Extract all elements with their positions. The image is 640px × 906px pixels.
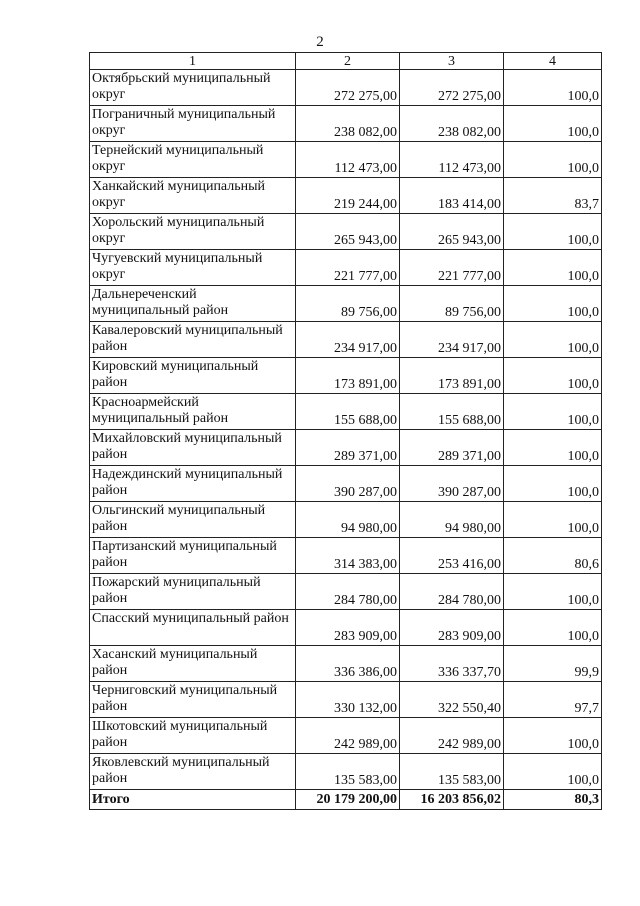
column-number-row [90,53,602,70]
table-row [90,430,602,466]
district-name-cell: Тернейский муниципальный округ [90,142,296,178]
district-name-cell: Надеждинский муниципальный район [90,466,296,502]
budget-table [89,52,602,810]
actual-amount-cell: 242 989,00 [400,718,504,754]
table-row [90,610,602,646]
table-body [90,70,602,810]
table-row [90,322,602,358]
actual-amount-cell: 112 473,00 [400,142,504,178]
table-row [90,754,602,790]
planned-amount-cell: 234 917,00 [296,322,400,358]
actual-amount-cell: 183 414,00 [400,178,504,214]
table-row [90,142,602,178]
planned-amount-cell: 283 909,00 [296,610,400,646]
percent-cell: 100,0 [504,250,602,286]
table-row [90,682,602,718]
table-row [90,178,602,214]
actual-amount-cell: 238 082,00 [400,106,504,142]
actual-amount-cell: 234 917,00 [400,322,504,358]
planned-amount-cell: 265 943,00 [296,214,400,250]
percent-cell: 100,0 [504,718,602,754]
district-name-cell: Черниговский муниципальный район [90,682,296,718]
percent-cell: 99,9 [504,646,602,682]
planned-amount-cell: 314 383,00 [296,538,400,574]
page-number: 2 [316,34,324,50]
actual-amount-cell: 221 777,00 [400,250,504,286]
actual-amount-cell: 283 909,00 [400,610,504,646]
table-row [90,466,602,502]
percent-cell: 100,0 [504,394,602,430]
percent-cell: 83,7 [504,178,602,214]
planned-amount-cell: 173 891,00 [296,358,400,394]
district-name-cell: Красноармейский муниципальный район [90,394,296,430]
actual-amount-cell: 289 371,00 [400,430,504,466]
district-name-cell: Ольгинский муниципальный район [90,502,296,538]
total-row [90,790,602,810]
percent-cell: 97,7 [504,682,602,718]
district-name-cell: Чугуевский муниципальный округ [90,250,296,286]
table-row [90,502,602,538]
table-row [90,646,602,682]
percent-cell: 100,0 [504,466,602,502]
planned-amount-cell: 238 082,00 [296,106,400,142]
percent-cell: 100,0 [504,322,602,358]
table-row [90,214,602,250]
actual-amount-cell: 173 891,00 [400,358,504,394]
actual-amount-cell: 336 337,70 [400,646,504,682]
percent-cell: 100,0 [504,358,602,394]
percent-cell: 100,0 [504,574,602,610]
table-row [90,106,602,142]
percent-cell: 100,0 [504,502,602,538]
total-percent-cell: 80,3 [504,790,602,810]
district-name-cell: Октябрьский муниципальный округ [90,70,296,106]
table-row [90,394,602,430]
planned-amount-cell: 112 473,00 [296,142,400,178]
actual-amount-cell: 135 583,00 [400,754,504,790]
column-header: 2 [296,53,400,70]
actual-amount-cell: 155 688,00 [400,394,504,430]
planned-amount-cell: 135 583,00 [296,754,400,790]
table-row [90,538,602,574]
percent-cell: 100,0 [504,214,602,250]
percent-cell: 100,0 [504,610,602,646]
planned-amount-cell: 284 780,00 [296,574,400,610]
actual-amount-cell: 265 943,00 [400,214,504,250]
total-actual-cell: 16 203 856,02 [400,790,504,810]
actual-amount-cell: 322 550,40 [400,682,504,718]
planned-amount-cell: 330 132,00 [296,682,400,718]
percent-cell: 80,6 [504,538,602,574]
percent-cell: 100,0 [504,106,602,142]
column-header: 3 [400,53,504,70]
planned-amount-cell: 242 989,00 [296,718,400,754]
table-row [90,574,602,610]
district-name-cell: Ханкайский муниципальный округ [90,178,296,214]
actual-amount-cell: 390 287,00 [400,466,504,502]
total-label: Итого [90,790,296,810]
percent-cell: 100,0 [504,142,602,178]
planned-amount-cell: 289 371,00 [296,430,400,466]
total-planned-cell: 20 179 200,00 [296,790,400,810]
actual-amount-cell: 253 416,00 [400,538,504,574]
district-name-cell: Шкотовский муниципальный район [90,718,296,754]
actual-amount-cell: 94 980,00 [400,502,504,538]
column-header: 1 [90,53,296,70]
planned-amount-cell: 390 287,00 [296,466,400,502]
table-row [90,358,602,394]
district-name-cell: Кавалеровский муниципальный район [90,322,296,358]
district-name-cell: Михайловский муниципальный район [90,430,296,466]
district-name-cell: Кировский муниципальный район [90,358,296,394]
percent-cell: 100,0 [504,754,602,790]
district-name-cell: Спасский муниципальный район [90,610,296,646]
percent-cell: 100,0 [504,430,602,466]
percent-cell: 100,0 [504,70,602,106]
district-name-cell: Яковлевский муниципальный район [90,754,296,790]
table-row [90,250,602,286]
planned-amount-cell: 219 244,00 [296,178,400,214]
table-row [90,286,602,322]
district-name-cell: Хасанский муниципальный район [90,646,296,682]
district-name-cell: Пожарский муниципальный район [90,574,296,610]
planned-amount-cell: 221 777,00 [296,250,400,286]
district-name-cell: Дальнереченский муниципальный район [90,286,296,322]
actual-amount-cell: 89 756,00 [400,286,504,322]
district-name-cell: Пограничный муниципальный округ [90,106,296,142]
planned-amount-cell: 94 980,00 [296,502,400,538]
planned-amount-cell: 336 386,00 [296,646,400,682]
actual-amount-cell: 272 275,00 [400,70,504,106]
table-row [90,70,602,106]
column-header: 4 [504,53,602,70]
planned-amount-cell: 155 688,00 [296,394,400,430]
district-name-cell: Хорольский муниципальный округ [90,214,296,250]
planned-amount-cell: 272 275,00 [296,70,400,106]
planned-amount-cell: 89 756,00 [296,286,400,322]
percent-cell: 100,0 [504,286,602,322]
district-name-cell: Партизанский муниципальный район [90,538,296,574]
table-row [90,718,602,754]
actual-amount-cell: 284 780,00 [400,574,504,610]
